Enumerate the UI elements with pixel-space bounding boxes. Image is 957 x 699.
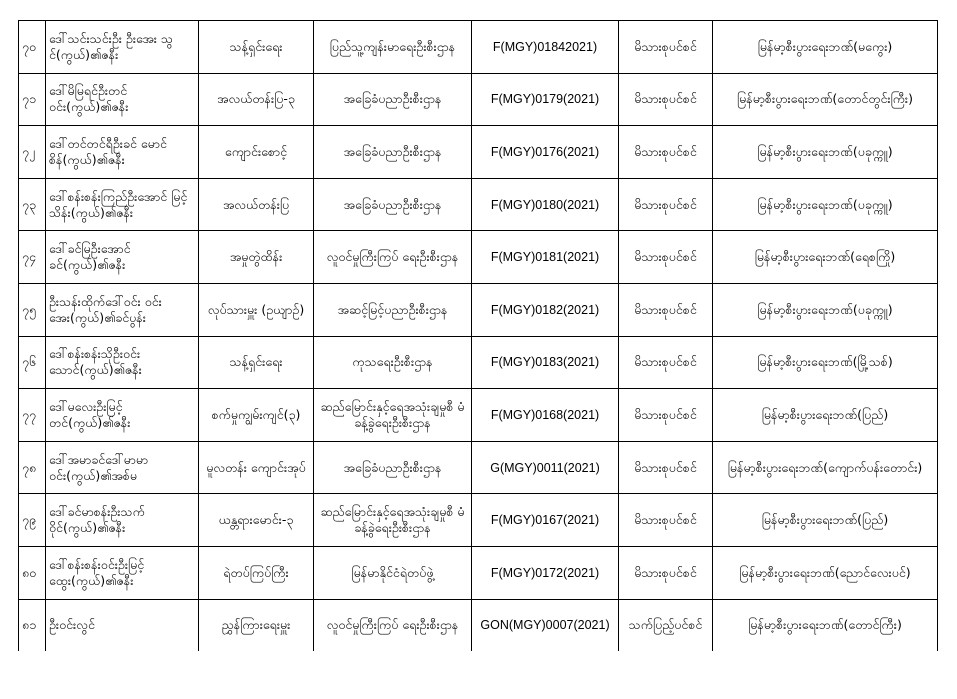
paying-bank-cell: မြန်မာ့စီးပွားရေးဘဏ်(ပခုက္ကူ) — [713, 283, 938, 336]
table-row — [19, 21, 938, 74]
pension-type-cell: မိသားစုပင်စင် — [619, 494, 713, 547]
paying-bank-cell: မြန်မာ့စီးပွားရေးဘဏ်(ပြည်) — [713, 494, 938, 547]
pension-type-cell: မိသားစုပင်စင် — [619, 73, 713, 126]
table-row — [19, 599, 938, 651]
pension-code-cell: F(MGY)0167(2021) — [472, 494, 619, 547]
department-cell: ပြည်သူ့ကျန်းမာရေးဦးစီးဌာန — [314, 21, 472, 74]
pensioner-name-cell: ဒေါ်တင်တင်ရီဦးခင် မောင်စိန်(ကွယ်)၏ဇနီး — [46, 126, 199, 179]
pensioner-name-cell: ဒေါ်ခင်မာစန်းဦးသက် ဝိုင်(ကွယ်)၏ဇနီး — [46, 494, 199, 547]
pension-type-cell: မိသားစုပင်စင် — [619, 441, 713, 494]
table-row — [19, 283, 938, 336]
row-number-cell: ၇၁ — [19, 73, 46, 126]
department-cell: လူဝင်မှုကြီးကြပ် ရေးဦးစီးဌာန — [314, 599, 472, 651]
former-position-cell: ညွှန်ကြားရေးမှူး — [199, 599, 314, 651]
pensioner-name-cell: ဦးသန်းထိုက်ဒေါ်ဝင်း ဝင်းအေး(ကွယ်)၏ခင်ပွန်း — [46, 283, 199, 336]
row-number-cell: ၇၆ — [19, 336, 46, 389]
pension-code-cell: F(MGY)0176(2021) — [472, 126, 619, 179]
pension-code-cell: F(MGY)0181(2021) — [472, 231, 619, 284]
former-position-cell: လုပ်သားမှူး (ဥယျာဉ်) — [199, 283, 314, 336]
former-position-cell: ကျောင်းစောင့် — [199, 126, 314, 179]
former-position-cell: အလယ်တန်းပြ — [199, 178, 314, 231]
row-number-cell: ၇၀ — [19, 21, 46, 74]
former-position-cell: သန့်ရှင်းရေး — [199, 336, 314, 389]
paying-bank-cell: မြန်မာ့စီးပွားရေးဘဏ်(မြို့သစ်) — [713, 336, 938, 389]
pension-code-cell: F(MGY)01842021) — [472, 21, 619, 74]
table-row — [19, 126, 938, 179]
table-row — [19, 178, 938, 231]
paying-bank-cell: မြန်မာ့စီးပွားရေးဘဏ်(ညောင်လေးပင်) — [713, 546, 938, 599]
paying-bank-cell: မြန်မာ့စီးပွားရေးဘဏ်(ကျောက်ပန်းတောင်း) — [713, 441, 938, 494]
paying-bank-cell: မြန်မာ့စီးပွားရေးဘဏ်(ပခုက္ကူ) — [713, 126, 938, 179]
pensioner-name-cell: ဒေါ်စန်းစန်းသိုဦးဝင်း သောင်(ကွယ်)၏ဇနီး — [46, 336, 199, 389]
table-row — [19, 546, 938, 599]
pension-code-cell: F(MGY)0172(2021) — [472, 546, 619, 599]
table-row — [19, 389, 938, 442]
row-number-cell: ၇၃ — [19, 178, 46, 231]
table-row — [19, 73, 938, 126]
pensioner-name-cell: ဒေါ်မလေးဦးမြင့် တင်(ကွယ်)၏ဇနီး — [46, 389, 199, 442]
table-row — [19, 494, 938, 547]
pension-type-cell: မိသားစုပင်စင် — [619, 126, 713, 179]
pension-list-table — [18, 20, 938, 651]
paying-bank-cell: မြန်မာ့စီးပွားရေးဘဏ်(တောင်တွင်းကြီး) — [713, 73, 938, 126]
table-row — [19, 441, 938, 494]
table-row — [19, 336, 938, 389]
pension-code-cell: F(MGY)0180(2021) — [472, 178, 619, 231]
department-cell: အခြေခံပညာဦးစီးဌာန — [314, 178, 472, 231]
row-number-cell: ၈၀ — [19, 546, 46, 599]
row-number-cell: ၇၇ — [19, 389, 46, 442]
pension-type-cell: မိသားစုပင်စင် — [619, 546, 713, 599]
paying-bank-cell: မြန်မာ့စီးပွားရေးဘဏ်(ပြည်) — [713, 389, 938, 442]
row-number-cell: ၇၄ — [19, 231, 46, 284]
pension-code-cell: F(MGY)0183(2021) — [472, 336, 619, 389]
pensioner-name-cell: ဒေါ်အမာခင်ဒေါ်မာမာ ဝင်း(ကွယ်)၏အစ်မ — [46, 441, 199, 494]
row-number-cell: ၈၁ — [19, 599, 46, 651]
pensioner-name-cell: ဒေါ်စန်းစန်းဝင်းဦးမြင့် ထွေး(ကွယ်)၏ဇနီး — [46, 546, 199, 599]
pension-code-cell: G(MGY)0011(2021) — [472, 441, 619, 494]
former-position-cell: စက်မှုကျွမ်းကျင်(၃) — [199, 389, 314, 442]
former-position-cell: ရဲတပ်ကြပ်ကြီး — [199, 546, 314, 599]
pension-code-cell: F(MGY)0182(2021) — [472, 283, 619, 336]
department-cell: လူဝင်မှုကြီးကြပ် ရေးဦးစီးဌာန — [314, 231, 472, 284]
department-cell: အဆင့်မြင့်ပညာဦးစီးဌာန — [314, 283, 472, 336]
pension-code-cell: F(MGY)0179(2021) — [472, 73, 619, 126]
paying-bank-cell: မြန်မာ့စီးပွားရေးဘဏ်(မကွေး) — [713, 21, 938, 74]
row-number-cell: ၇၉ — [19, 494, 46, 547]
paying-bank-cell: မြန်မာ့စီးပွားရေးဘဏ်(ပခုက္ကူ) — [713, 178, 938, 231]
pension-type-cell: မိသားစုပင်စင် — [619, 178, 713, 231]
row-number-cell: ၇၅ — [19, 283, 46, 336]
pension-type-cell: မိသားစုပင်စင် — [619, 336, 713, 389]
pension-code-cell: GON(MGY)0007(2021) — [472, 599, 619, 651]
former-position-cell: သန့်ရှင်းရေး — [199, 21, 314, 74]
department-cell: အခြေခံပညာဦးစီးဌာန — [314, 441, 472, 494]
former-position-cell: အလယ်တန်းပြ-၃ — [199, 73, 314, 126]
pensioner-name-cell: ဦးဝင်းလွင် — [46, 599, 199, 651]
pension-type-cell: မိသားစုပင်စင် — [619, 231, 713, 284]
paying-bank-cell: မြန်မာ့စီးပွားရေးဘဏ်(ရေစကြို) — [713, 231, 938, 284]
paying-bank-cell: မြန်မာ့စီးပွားရေးဘဏ်(တောင်ကြီး) — [713, 599, 938, 651]
pensioner-name-cell: ဒေါ်ခင်မြဦးအောင် ခင်(ကွယ်)၏ဇနီး — [46, 231, 199, 284]
pension-type-cell: မိသားစုပင်စင် — [619, 21, 713, 74]
former-position-cell: ယန္တရားမောင်း-၃ — [199, 494, 314, 547]
row-number-cell: ၇၂ — [19, 126, 46, 179]
table-row — [19, 231, 938, 284]
former-position-cell: မူလတန်း ကျောင်းအုပ် — [199, 441, 314, 494]
pensioner-name-cell: ဒေါ်စန်းစန်းကြည်ဦးအောင် မြင့်သိန်း(ကွယ်)၏ဇနီး — [46, 178, 199, 231]
row-number-cell: ၇၈ — [19, 441, 46, 494]
department-cell: အခြေခံပညာဦးစီးဌာန — [314, 73, 472, 126]
pension-type-cell: သက်ပြည့်ပင်စင် — [619, 599, 713, 651]
department-cell: ဆည်မြောင်းနှင့်ရေအသုံးချမှုစီ မံခန့်ခွဲရေးဦးစီးဌာန — [314, 494, 472, 547]
table-body — [19, 21, 938, 652]
department-cell: ဆည်မြောင်းနှင့်ရေအသုံးချမှုစီ မံခန့်ခွဲရေးဦးစီးဌာန — [314, 389, 472, 442]
pension-type-cell: မိသားစုပင်စင် — [619, 389, 713, 442]
department-cell: ကုသရေးဦးစီးဌာန — [314, 336, 472, 389]
former-position-cell: အမှုတွဲထိန်း — [199, 231, 314, 284]
pensioner-name-cell: ဒေါ်သင်းသင်းဦး ဦးအေး သွင်(ကွယ်)၏ဇနီး — [46, 21, 199, 74]
department-cell: အခြေခံပညာဦးစီးဌာန — [314, 126, 472, 179]
pension-code-cell: F(MGY)0168(2021) — [472, 389, 619, 442]
department-cell: မြန်မာနိုင်ငံရဲတပ်ဖွဲ့ — [314, 546, 472, 599]
pension-type-cell: မိသားစုပင်စင် — [619, 283, 713, 336]
pensioner-name-cell: ဒေါ်မိမြရင်ဦးတင် ဝင်း(ကွယ်)၏ဇနီး — [46, 73, 199, 126]
